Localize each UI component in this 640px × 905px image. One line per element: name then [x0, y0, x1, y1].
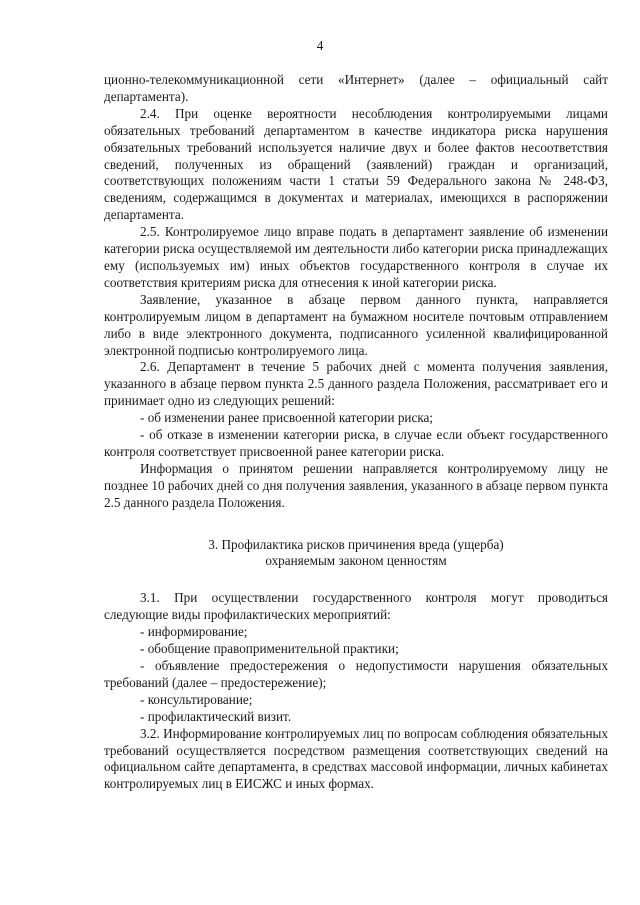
section-heading-line: 3. Профилактика рисков причинения вреда (ущерба)	[208, 536, 504, 552]
paragraph-continuation: ционно-телекоммуникационной сети «Интернет» (далее – официальный сайт департамента).	[104, 72, 608, 104]
list-item: - об отказе в изменении категории риска, в случае если объект государственного контроля соответствует присвоенной ранее категории риска.	[104, 427, 608, 459]
paragraph-2-5: 2.5. Контролируемое лицо вправе подать в департамент заявление об изменении категории риска осуществляемой им деятельности либо категории риска принадлежащих ему (используемых им) иных объектов государственного контроля в случае их соответствия критериям риска для отнесения к иной категории риска.	[104, 224, 609, 290]
paragraph-2-5-application: Заявление, указанное в абзаце первом данного пункта, направляется контролируемым лицом в департамент на бумажном носителе почтовым отправлением либо в виде электронного документа, подписанного усиленной квалифицированной электронной подписью контролируемого лица.	[104, 291, 608, 358]
list-item: - объявление предостережения о недопустимости нарушения обязательных требований (далее – предостережение);	[104, 658, 608, 690]
list-item: - об изменении ранее присвоенной категории риска;	[140, 410, 434, 426]
list-item: - консультирование;	[140, 691, 253, 707]
list-item: - профилактический визит.	[140, 708, 292, 724]
paragraph-2-4: 2.4. При оценке вероятности несоблюдения контролируемыми лицами обязательных требований департаментом в качестве индикатора риска нарушения обязательных требований используется наличие двух и более фактов несоответствия сведений, полученных из обращений (заявлений) граждан и организаций, соответствующих положениям части 1 статьи 59 Федерального закона № 248-ФЗ, сведениям, содержащимся в документах и материалах, имеющихся в распоряжении департамента.	[104, 105, 608, 223]
paragraph-3-1: 3.1. При осуществлении государственного контроля могут проводиться следующие виды профилактических мероприятий:	[104, 590, 608, 623]
page-number: 4	[316, 38, 324, 53]
section-heading	[104, 537, 608, 571]
paragraph-decision-info: Информация о принятом решении направляется контролируемому лицу не позднее 10 рабочих дней со дня получения заявления, указанного в абзаце первом пункта 2.5 данного раздела Положения.	[104, 460, 608, 510]
section-heading-line: охраняемым законом ценностям	[265, 553, 447, 569]
paragraph-3-2: 3.2. Информирование контролируемых лиц по вопросам соблюдения обязательных требований осуществляется посредством размещения соответствующих сведений на официальном сайте департамента, в средствах массовой информации, личных кабинетах контролируемых лиц в ЕИСЖС и иных формах.	[104, 725, 608, 792]
paragraph-2-6: 2.6. Департамент в течение 5 рабочих дней с момента получения заявления, указанного в абзаце первом пункта 2.5 данного раздела Положения, рассматривает его и принимает одно из следующих решений:	[104, 359, 608, 409]
list-item: - обобщение правоприменительной практики;	[140, 641, 399, 657]
document-body	[104, 72, 608, 793]
list-item: - информирование;	[140, 624, 248, 640]
